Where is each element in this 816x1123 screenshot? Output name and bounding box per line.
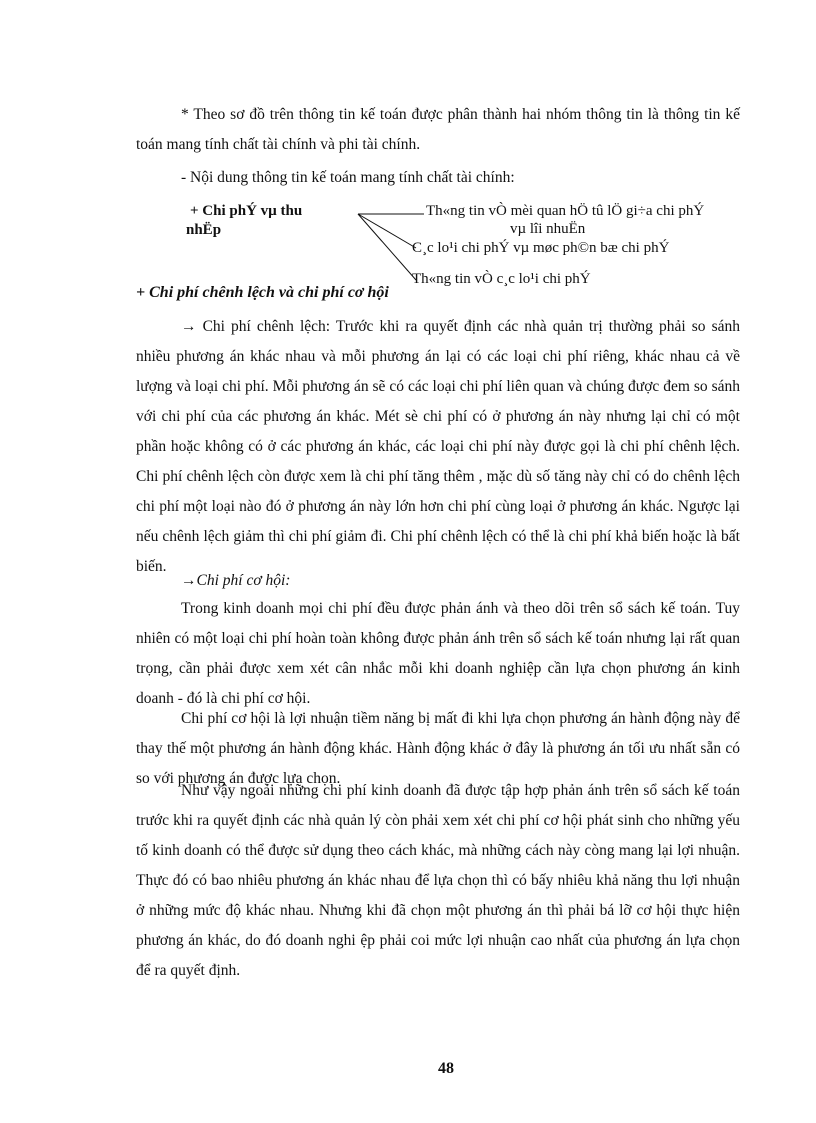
opp-cost-paragraph-2: Chi phí cơ hội là lợi nhuận tiềm năng bị mất đi khi lựa chọn phương án hành động này để thay thế một phương án hành động khác. Hành động khác ở đây là phương án tối ưu nhất sẵn có so với phương án được lựa chọn.: [136, 710, 740, 787]
diff-cost-paragraph: → Chi phí chênh lệch: Trước khi ra quyết định các nhà quản trị thường phải so sánh nhiều phương án khác nhau và mỗi phương án lại có các loại chi phí riêng, khác nhau cả về lượng và loại chi phí. Mỗi phương án sẽ có các loại chi phí liên quan và chúng được đem so sánh với chi phí của các phương án khác. Mét sè chi phí có ở phương án này nhưng lại chỉ có một phần hoặc không có ở các phương án khác, các loại chi phí này được gọi là chi phí chênh lệch. Chi phí chênh lệch còn được xem là chi phí tăng thêm , mặc dù số tăng này chỉ có do chênh lệch chi phí một loại nào đó ở phương án này lớn hơn chi phí cùng loại ở phương án khác. Ngược lại nếu chênh lệch giảm thì chi phí giảm đi. Chi phí chênh lệch có thể là chi phí khả biến hoặc là bất biến.: [136, 318, 740, 575]
section-heading: + Chi phí chênh lệch và chi phí cơ hội: [136, 284, 389, 301]
diagram-branch-3: Th«ng tin vÒ c¸c lo¹i chi phÝ: [412, 271, 591, 287]
connector-line-2: [358, 214, 416, 248]
diagram-branch-1-line2: vµ lîi nhuËn: [510, 221, 586, 237]
diagram-root-line1: + Chi phÝ vµ thu: [190, 203, 303, 219]
opp-cost-heading: →Chi phí cơ hội:: [181, 572, 291, 589]
diagram-root-line2: nhËp: [186, 222, 222, 238]
page-number: 48: [438, 1060, 454, 1077]
intro-subline: - Nội dung thông tin kế toán mang tính chất tài chính:: [181, 169, 515, 186]
intro-paragraph: * Theo sơ đồ trên thông tin kế toán được phân thành hai nhóm thông tin là thông tin kế toán mang tính chất tài chính và phi tài chính.: [136, 106, 740, 153]
diagram-branch-2: C¸c lo¹i chi phÝ vµ møc ph©n bæ chi phÝ: [412, 240, 670, 256]
diagram-branch-1-line1: Th«ng tin vÒ mèi quan hÖ tû lÖ gi÷a chi phÝ: [426, 203, 705, 219]
opp-cost-paragraph-3: Như vậy ngoài những chi phí kinh doanh đã được tập hợp phản ánh trên sổ sách kế toán trước khi ra quyết định các nhà quản lý còn phải xem xét chi phí cơ hội phát sinh cho những yếu tố kinh doanh có thể được sử dụng theo cách khác, mà những cách này còng mang lại lợi nhuận. Thực đó có bao nhiêu phương án khác nhau để lựa chọn thì có bấy nhiêu khả năng thu lợi nhuận ở những mức độ khác nhau. Nhưng khi đã chọn một phương án thì phải bá lỡ cơ hội thực hiện phương án khác, do đó doanh nghi ệp phải coi mức lợi nhuận cao nhất của phương án lựa chọn để ra quyết định.: [136, 782, 740, 979]
opp-cost-paragraph-1: Trong kinh doanh mọi chi phí đều được phản ánh và theo dõi trên sổ sách kế toán. Tuy nhiên có một loại chi phí hoàn toàn không được phản ánh trên sổ sách kế toán nhưng lại rất quan trọng, cần phải được xem xét cân nhắc mỗi khi doanh nghiệp cần lựa chọn phương án kinh doanh - đó là chi phí cơ hội.: [136, 600, 740, 707]
connector-line-3: [358, 214, 416, 280]
